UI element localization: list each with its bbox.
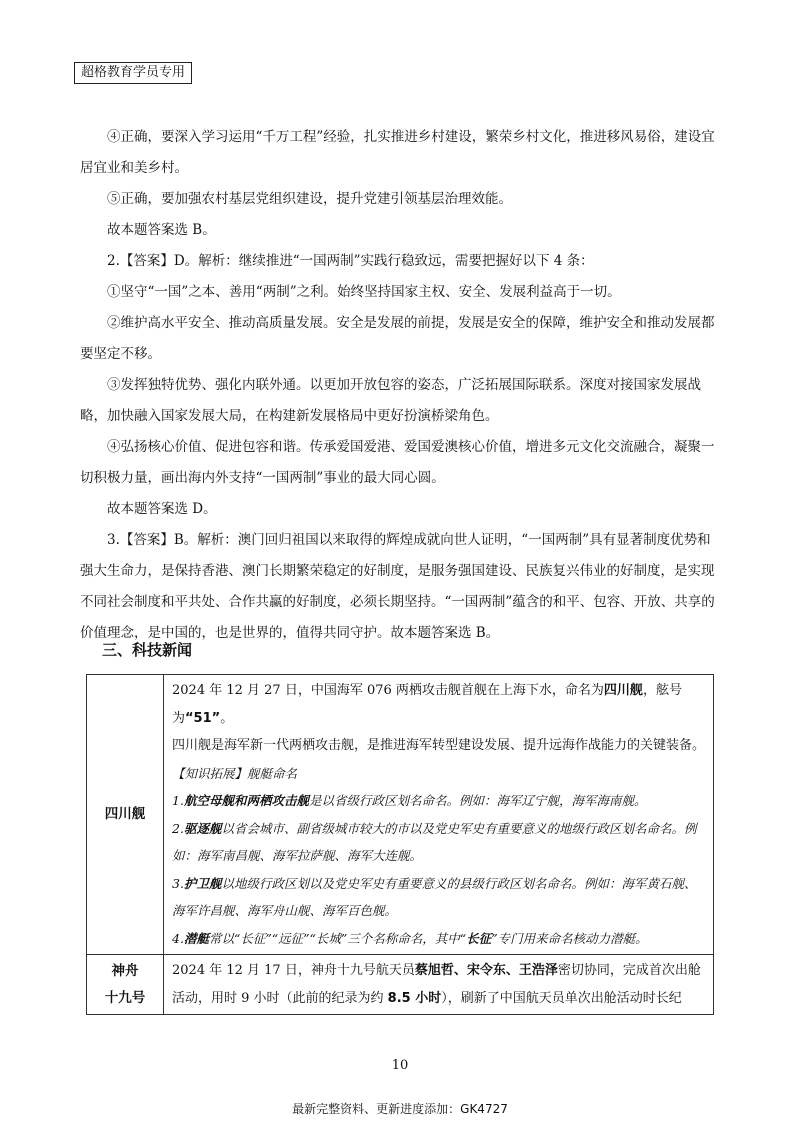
highlight-text: 四川舰 <box>603 683 643 698</box>
text-segment: 是以省级行政区划名命名。例如：海军辽宁舰，海军海南舰。 <box>308 793 647 808</box>
paragraph: ④正确，要深入学习运用“千万工程”经验，扎实推进乡村建设，繁荣乡村文化，推进移风易俗，建设宜居宜业和美乡村。 <box>80 129 715 176</box>
topic-cell <box>87 675 164 955</box>
text-segment: 2. <box>172 820 184 836</box>
page-number: 10 <box>391 1058 409 1073</box>
text-segment: 2024 年 12 月 17 日，神舟十九号航天员 <box>172 963 415 978</box>
table-row <box>87 675 714 955</box>
highlight-text: 航空母舰和两栖攻击舰 <box>183 793 309 808</box>
content-line <box>172 787 707 815</box>
paragraph: ③发挥独特优势、强化内联外通。以更加开放包容的姿态，广泛拓展国际联系。深度对接国家发展战略，加快融入国家发展大局，在构建新发展格局中更好扮演桥梁角色。 <box>80 377 701 424</box>
paragraph: 故本题答案选 B。 <box>107 222 216 238</box>
answer-explanations <box>80 122 720 649</box>
text-segment: ），刷新了中国航天员单次出舱活动时长纪 <box>441 990 682 1006</box>
content-line <box>172 815 707 870</box>
paragraph: ⑤正确，要加强农村基层党组织建设，提升党建引领基层治理效能。 <box>107 191 512 207</box>
highlight-text: 8.5 小时 <box>387 990 442 1006</box>
watermark-stamp: 超格教育学员专用 <box>74 62 192 84</box>
topic-label: 四川舰 <box>104 806 146 822</box>
text-segment: 以地级行政区划以及党史军史有重要意义的县级行政区划名命名。例如：海军黄石舰、海军许昌舰、海军舟山舰、海军百色舰。 <box>172 875 697 918</box>
highlight-text: 潜艇 <box>183 930 209 946</box>
highlight-text: 蔡旭哲、宋令东、王浩泽 <box>414 963 558 978</box>
content-line <box>172 925 707 953</box>
content-line <box>172 760 707 788</box>
content-cell <box>164 675 714 955</box>
text-segment: 以省会城市、副省级城市较大的市以及党史军史有重要意义的地级行政区划名命名。例如：海军南昌舰、海军拉萨舰、海军大连舰。 <box>172 820 697 863</box>
text-segment: 常以“长征”“远征”“长城”三个名称命名，其中“ <box>208 930 467 946</box>
content-line <box>172 677 707 732</box>
paragraph: 3.【答案】B。解析：澳门回归祖国以来取得的辉煌成就向世人证明，“一国两制”具有显著制度优势和强大生命力，是保持香港、澳门长期繁荣稳定的好制度，是服务强国建设、民族复兴伟业的好制度，是实现不同社会制度和平共处、合作共赢的好制度，必须长期坚持。“一国两制”蕴含的和平、包容、开放、共享的价值理念，是中国的，也是世界的，值得共同守护。故本题答案选 B。 <box>80 532 715 641</box>
topic-label: 十九号 <box>104 989 146 1006</box>
text-segment: 1. <box>172 793 184 808</box>
text-segment: 四川舰是海军新一代两栖攻击舰，是推进海军转型建设发展、提升远海作战能力的关键装备。 <box>172 738 706 753</box>
text-segment: 密切协同，完成首次出舱活动，用时 9 小时（此前的纪录为约 <box>172 963 701 1006</box>
text-segment: 【知识拓展】舰艇命名 <box>172 765 298 781</box>
paragraph: 故本题答案选 D。 <box>107 501 217 517</box>
highlight-text: 护卫舰 <box>183 875 222 891</box>
section-title: 三、科技新闻 <box>102 641 193 659</box>
content-line <box>172 870 707 925</box>
paragraph: ①坚守“一国”之本、善用“两制”之利。始终坚持国家主权、安全、发展利益高于一切。 <box>107 284 621 300</box>
text-segment: 。 <box>220 710 234 726</box>
highlight-text: 驱逐舰 <box>183 820 222 836</box>
paragraph: ②维护高水平安全、推动高质量发展。安全是发展的前提，发展是安全的保障，维护安全和推动发展都要坚定不移。 <box>80 315 715 362</box>
table-row <box>87 955 714 1015</box>
footer-note: 最新完整资料、更新进度添加：GK4727 <box>292 1102 508 1116</box>
content-line <box>172 732 707 760</box>
paragraph: 2.【答案】D。解析：继续推进“一国两制”实践行稳致远，需要把握好以下 4 条： <box>107 253 594 269</box>
topic-cell <box>87 955 164 1015</box>
content-cell <box>164 955 714 1015</box>
text-segment: ”专门用来命名核动力潜艇。 <box>491 930 648 946</box>
text-segment: 4. <box>172 930 184 946</box>
tech-news-table <box>86 674 714 1015</box>
text-segment: 2024 年 12 月 27 日，中国海军 076 两栖攻击舰首舰在上海下水，命名为 <box>172 683 604 698</box>
paragraph: ④弘扬核心价值、促进包容和谐。传承爱国爱港、爱国爱澳核心价值，增进多元文化交流融合，凝聚一切积极力量，画出海内外支持“一国两制”事业的最大同心圆。 <box>80 439 715 486</box>
highlight-text: 长征 <box>466 930 492 946</box>
content-line <box>172 957 707 1012</box>
topic-label: 神舟 <box>111 962 139 979</box>
highlight-text: “51” <box>185 710 221 726</box>
text-segment: 3. <box>172 875 184 891</box>
text-segment: ，舷号为 <box>172 683 682 726</box>
